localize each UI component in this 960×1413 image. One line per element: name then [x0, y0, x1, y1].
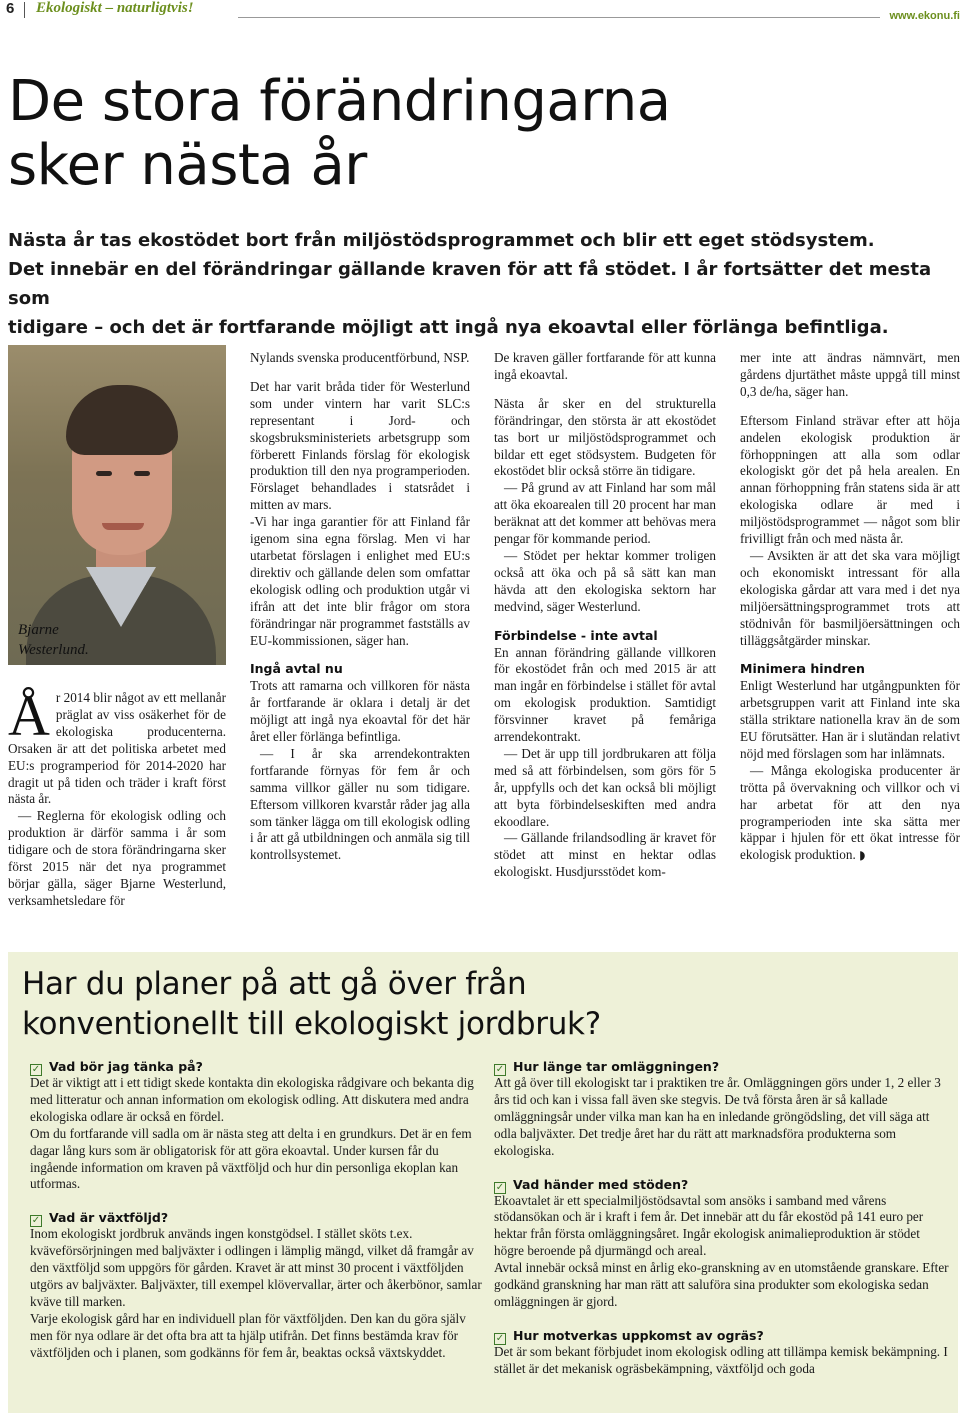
faq-answer: Ekoavtalet är ett specialmiljöstödsavtal som ansöks i samband med vårens stödansökan och är i kraft i fem år. Det innebär att du får ekostöd på 141 euro per hektar från första omläggningsåret. Ingår ekologisk animalieproduktion är stödet högre beroende på djurmängd och areal.	[494, 1192, 924, 1259]
article-headline	[8, 70, 948, 198]
page-number: 6	[6, 0, 15, 17]
checkbox-icon: ✓	[31, 1064, 41, 1075]
faq-question	[494, 1327, 949, 1344]
subheading-minimera-hindren: Minimera hindren	[740, 661, 865, 677]
body-column-3	[494, 350, 716, 893]
col4-paragraph-1: mer inte att ändras nämnvärt, men gårdens djurtäthet måste uppgå till minst 0,3 de/ha, säger han.	[740, 350, 960, 399]
col4-paragraph-5	[740, 763, 960, 864]
header-rule	[238, 17, 880, 18]
faq-item	[494, 1176, 949, 1311]
col3-paragraph-4: — Stödet per hektar kommer troligen också att öka och på så sätt kan man hävda att den ekologiska sektorn har medvind, säger Westerlund.	[494, 547, 716, 614]
col1-paragraph-2: — Reglerna för ekologisk odling och produktion är därför samma i år som tidigare och de stora förändringarna sker först 2015 när det nya programmet börjar gälla, säger Bjarne Westerlund, verksamhetsledare för	[8, 808, 226, 908]
headline-line-2: sker nästa år	[8, 133, 367, 198]
faq-question	[30, 1058, 485, 1075]
col3-paragraph-5: En annan förändring gällande villkoren för ekostödet från och med 2015 är att man ingår en förbindelse i stället för avtal om ekologisk produktion. Samtidigt försvinner kravet på femåriga arrendekontrakt.	[494, 644, 716, 745]
col3-paragraph-2: Nästa år sker en del strukturella förändringar, den största är att ekostödet tas bort ur miljöstödsprogrammet och bildar ett eget stödsystem. Budgeten för ekostödet blir också större än tidigare.	[494, 395, 716, 479]
checkbox-icon: ✓	[31, 1215, 41, 1227]
photo-eye-left	[96, 471, 112, 476]
faq-answer: Det är som bekant förbjudet inom ekologisk odling att tillämpa kemisk bekämpning. I stället är det mekanisk ogräsbekämpning, växtföljd och goda	[494, 1343, 948, 1376]
faq-title-line-2: konventionellt till ekologiskt jordbruk?	[22, 1006, 601, 1042]
lede-line-2: Det innebär en del förändringar gällande kraven för att få stödet. I år fortsätter det mesta som	[8, 259, 932, 309]
lede-line-1: Nästa år tas ekostödet bort från miljöstödsprogrammet och blir ett eget stödsystem.	[8, 230, 875, 251]
photo-hair	[66, 385, 178, 455]
body-column-4	[740, 350, 960, 876]
faq-question-text: Hur länge tar omläggningen?	[513, 1059, 720, 1074]
page-header	[0, 0, 960, 26]
article-lede	[8, 226, 948, 342]
faq-question	[494, 1176, 949, 1193]
col2-paragraph-2: Det har varit bråda tider för Westerlund som under vintern har varit SLC:s representant i Jord- och skogsbruksministeriets arbetsgrupp som förberett Finlands förslag för ekologisk produktion till den nya programperioden. Förslaget behandlades i statsrådet i mitten av mars.	[250, 378, 470, 513]
lede-line-3: tidigare – och det är fortfarande möjligt att ingå nya ekoavtal eller förlänga befintliga.	[8, 317, 889, 338]
faq-right-column	[494, 1058, 949, 1394]
col4-paragraph-3: — Avsikten är att det ska vara möjligt och ekonomiskt intressant för alla ekologiska gårdar att vara med i det nya miljöersättningsprogrammet trots att stödnivån för basmiljöersättningen och tilläggsåtgärder minskar.	[740, 547, 960, 648]
photo-mouth	[102, 523, 144, 530]
faq-answer-2: Varje ekologisk gård har en individuell plan för växtföljden. Den kan du göra själv men för nya odlare är det ofta bra att ta hjälp utifrån. Det finns bestämda krav för växtföljden och i planen, som godkänns för fem år, beaktas också växtskyddet.	[30, 1310, 466, 1360]
col2-paragraph-5: — I år ska arrendekontrakten fortfarande förnyas för fem år och samma villkor gäller nu som tidigare. Eftersom villkoren kvarstår råder jag alla som tänker lägga om till ekologisk odling i år att gå utbildningen och anmäla sig till kontrollsystemet.	[250, 745, 470, 863]
faq-box-title	[22, 964, 942, 1044]
col4-p5-text: — Många ekologiska producenter är trötta på övervakning och villkor och vi har arbetat för att den nya programperioden inte ska sätta mer käppar i hjulen för ett ökat intresse för ekologisk produktion.	[740, 762, 960, 863]
faq-question-text: Vad är växtföljd?	[49, 1210, 169, 1226]
faq-box	[8, 952, 958, 1413]
col4-paragraph-2: Eftersom Finland strävar efter att höja andelen ekologisk produktion är förhoppningen att alla som odlar ekologiskt gör det på hela arealen. En annan förhoppning från statens sida är att ekologiska odlare är med i miljöstödsprogrammet — något som blir frivilligt från och med nästa år.	[740, 412, 960, 547]
section-label: Ekologiskt – naturligtvis!	[36, 0, 194, 16]
headline-line-1: De stora förändringarna	[8, 69, 671, 134]
col1-p1-text: r 2014 blir något av ett mellanår präglat av viss osäkerhet för de ekologiska producenterna. Orsaken är att det politiska arbetet med EU:s programperiod för 2014-2020 har dragit ut på tiden och träder i kraft först nästa år.	[8, 690, 226, 807]
end-mark-icon: ◗	[859, 848, 866, 863]
drop-cap: Å	[8, 683, 50, 748]
checkbox-icon: ✓	[495, 1064, 505, 1075]
portrait-photo	[8, 345, 226, 665]
faq-answer-2: Avtal innebär också minst en årlig eko-granskning av en utomstående granskare. Efter godkänd granskning har man rätt att saluföra sina produkter som ekologiska sedan omläggningen är gjord.	[494, 1260, 949, 1309]
faq-left-column	[30, 1058, 485, 1378]
photo-caption: Bjarne Westerlund.	[18, 622, 89, 658]
site-url[interactable]: www.ekonu.fi	[889, 10, 960, 22]
col2-paragraph-1: Nylands svenska producentförbund, NSP.	[250, 350, 470, 365]
checkbox-icon: ✓	[495, 1181, 505, 1193]
faq-item	[494, 1058, 949, 1160]
col3-paragraph-1: De kraven gäller fortfarande för att kunna ingå ekoavtal.	[494, 350, 716, 382]
col3-paragraph-6: — Det är upp till jordbrukaren att följa med så att förbindelsen, som görs för 5 år, uppfylls och det kan också bli möjligt att byta förbindelseskiften med andra ekoodlare.	[494, 745, 716, 829]
faq-question-text: Vad händer med stöden?	[513, 1176, 689, 1192]
faq-item	[30, 1209, 485, 1361]
col2-paragraph-3: -Vi har inga garantier för att Finland får igenom sina egna förslag. Men vi har utarbetat förslagen i enlighet med EU:s direktiv och gällande delen som omfattar ekologisk odling och produktion utgår vi ifrån att det inte blir frågor om stora förändringar när programmet fastställs av EU-kommissionen, säger han.	[250, 514, 470, 648]
body-column-2	[250, 350, 470, 876]
body-column-1	[8, 683, 226, 922]
faq-answer: Att gå över till ekologiskt tar i praktiken tre år. Omläggningen görs under 1, 2 eller 3 års tid och kan i vissa fall även ske stegvis. De två första åren är så kallade omläggningsår under vilka man kan ha en inledande gröngödsling, det vill säga att odla baljväxter. Det tredje året har du rätt att marknadsföra produkterna som ekologiska.	[494, 1075, 941, 1158]
col3-paragraph-7: — Gällande frilandsodling är kravet för stödet att minst en hektar odlas ekologiskt. Husdjursstödet kom-	[494, 830, 716, 880]
subheading-forbindelse: Förbindelse - inte avtal	[494, 627, 658, 643]
faq-question-text: Vad bör jag tänka på?	[49, 1059, 203, 1074]
col3-paragraph-3: — På grund av att Finland har som mål att öka ekoarealen till 20 procent har man beräknat att det kommer att behövas mera pengar för kommande period.	[494, 480, 716, 547]
faq-item	[494, 1327, 949, 1378]
col2-paragraph-4: Trots att ramarna och villkoren för nästa år fortfarande är oklara i detalj är det möjligt att ingå nya ekoavtal för det här året eller förlänga befintliga.	[250, 678, 470, 745]
faq-question-text: Hur motverkas uppkomst av ogräs?	[513, 1327, 764, 1343]
faq-answer-2: Om du fortfarande vill sadla om är nästa steg att delta i en grundkurs. Det är en fem dagar lång kurs som är obligatorisk för att göra ekoavtal. Under kursen får du ingående information om kraven på växtföljd och hur din personliga ekoplan kan utformas.	[30, 1125, 472, 1192]
col4-paragraph-4: Enligt Westerlund har utgångpunkten för arbetsgruppen varit att Finland inte ska ställa striktare nationella krav än de som EU förutsätter. Han är i slutändan relativt nöjd med förslagen som har inlämnats.	[740, 678, 960, 761]
faq-question	[494, 1058, 949, 1075]
faq-answer: Det är viktigt att i ett tidigt skede kontakta din ekologiska rådgivare och bekanta dig med litteratur och annan information om ekologisk odling. Att diskutera med andra ekologiska odlare är också en fördel.	[30, 1075, 474, 1124]
faq-item	[30, 1058, 485, 1193]
faq-answer: Inom ekologiskt jordbruk används ingen konstgödsel. I stället sköts t.ex. kväveförsörjningen med baljväxter i odlingen i lämplig mängd, vilket då framgår av den växtföljd som uppgörs för gården. Kravet är att minst 30 procent i växtföljden utgörs av baljväxter. Baljväxter, till exempel klövervallar, ärter och åkerbönor, samlar kväve till marken.	[30, 1226, 482, 1309]
col1-paragraph-1	[8, 683, 226, 808]
subheading-inga-avtal: Ingå avtal nu	[250, 661, 343, 677]
checkbox-icon: ✓	[495, 1332, 505, 1344]
faq-question	[30, 1209, 485, 1226]
photo-eye-right	[134, 471, 150, 476]
header-separator	[24, 2, 25, 18]
faq-title-line-1: Har du planer på att gå över från	[22, 966, 527, 1002]
